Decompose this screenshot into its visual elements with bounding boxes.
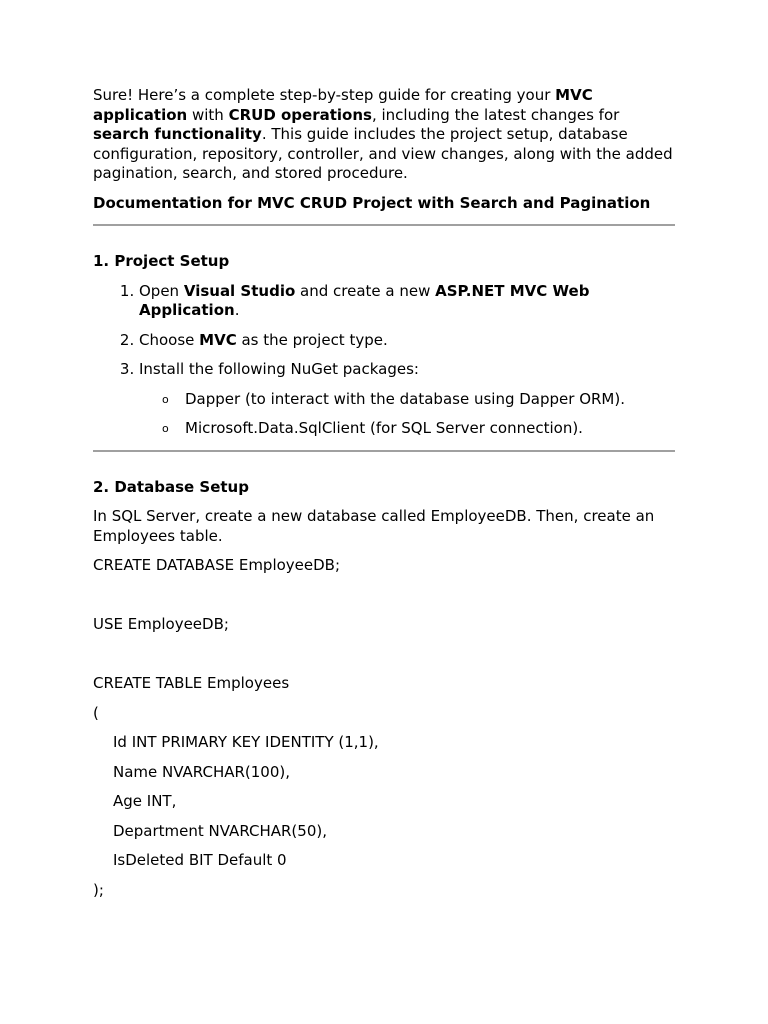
- document-title: Documentation for MVC CRUD Project with Search and Pagination: [93, 193, 651, 212]
- section-heading-database-setup: 2. Database Setup: [93, 477, 249, 496]
- intro-text: . This guide includes the project setup, database configuration, repository, controller, and view changes, along with the added pagination, search, and stored procedure.: [93, 125, 673, 182]
- step-text: and create a new: [295, 281, 436, 300]
- blank-line: [93, 635, 675, 665]
- step-bold: ASP.NET MVC Web Application: [139, 281, 590, 319]
- section-heading-project-setup: 1. Project Setup: [93, 252, 230, 270]
- circle-bullet-icon: o: [162, 392, 169, 406]
- code-line: IsDeleted BIT Default 0: [113, 851, 287, 869]
- intro-paragraph: [93, 86, 675, 184]
- intro-bold-search: search functionality: [93, 125, 262, 143]
- code-line: CREATE DATABASE EmployeeDB;: [93, 556, 341, 574]
- step-text: Install the following NuGet packages:: [139, 360, 419, 378]
- package-text: Microsoft.Data.SqlClient (for SQL Server connection).: [185, 419, 583, 437]
- intro-text: Sure! Here’s a complete step-by-step guide for creating your: [93, 86, 556, 104]
- nuget-package-list: [139, 390, 675, 439]
- list-item: [162, 419, 675, 439]
- document-body: [93, 86, 675, 900]
- list-item: [139, 331, 675, 351]
- step-text: Choose: [139, 330, 200, 349]
- sql-code-block: [93, 556, 675, 900]
- code-line: Name NVARCHAR(100),: [113, 762, 291, 781]
- blank-line: [93, 576, 675, 606]
- list-item: [162, 389, 675, 410]
- list-item: [139, 360, 675, 439]
- code-line: Age INT,: [113, 792, 177, 810]
- database-setup-description: In SQL Server, create a new database called EmployeeDB. Then, create an Employees table.: [93, 507, 655, 545]
- code-line: Department NVARCHAR(50),: [113, 821, 327, 840]
- project-setup-steps: [93, 282, 675, 439]
- code-line: );: [93, 880, 104, 899]
- code-line: Id INT PRIMARY KEY IDENTITY (1,1),: [113, 733, 379, 751]
- code-line: (: [93, 703, 99, 722]
- list-item: [139, 282, 675, 321]
- divider: [93, 224, 675, 226]
- intro-bold-crud: CRUD operations: [228, 105, 372, 124]
- code-line: CREATE TABLE Employees: [93, 674, 290, 692]
- intro-bold-mvc: MVC application: [93, 86, 593, 124]
- intro-text: with: [187, 105, 229, 124]
- intro-text: , including the latest changes for: [371, 105, 620, 124]
- package-text: Dapper (to interact with the database using Dapper ORM).: [185, 389, 625, 408]
- circle-bullet-icon: o: [162, 422, 169, 435]
- step-text: .: [234, 301, 240, 319]
- code-line: USE EmployeeDB;: [93, 615, 229, 633]
- step-bold: Visual Studio: [183, 281, 296, 300]
- step-text: Open: [139, 281, 184, 300]
- divider: [93, 450, 675, 452]
- step-bold: MVC: [199, 330, 237, 349]
- step-text: as the project type.: [236, 330, 388, 349]
